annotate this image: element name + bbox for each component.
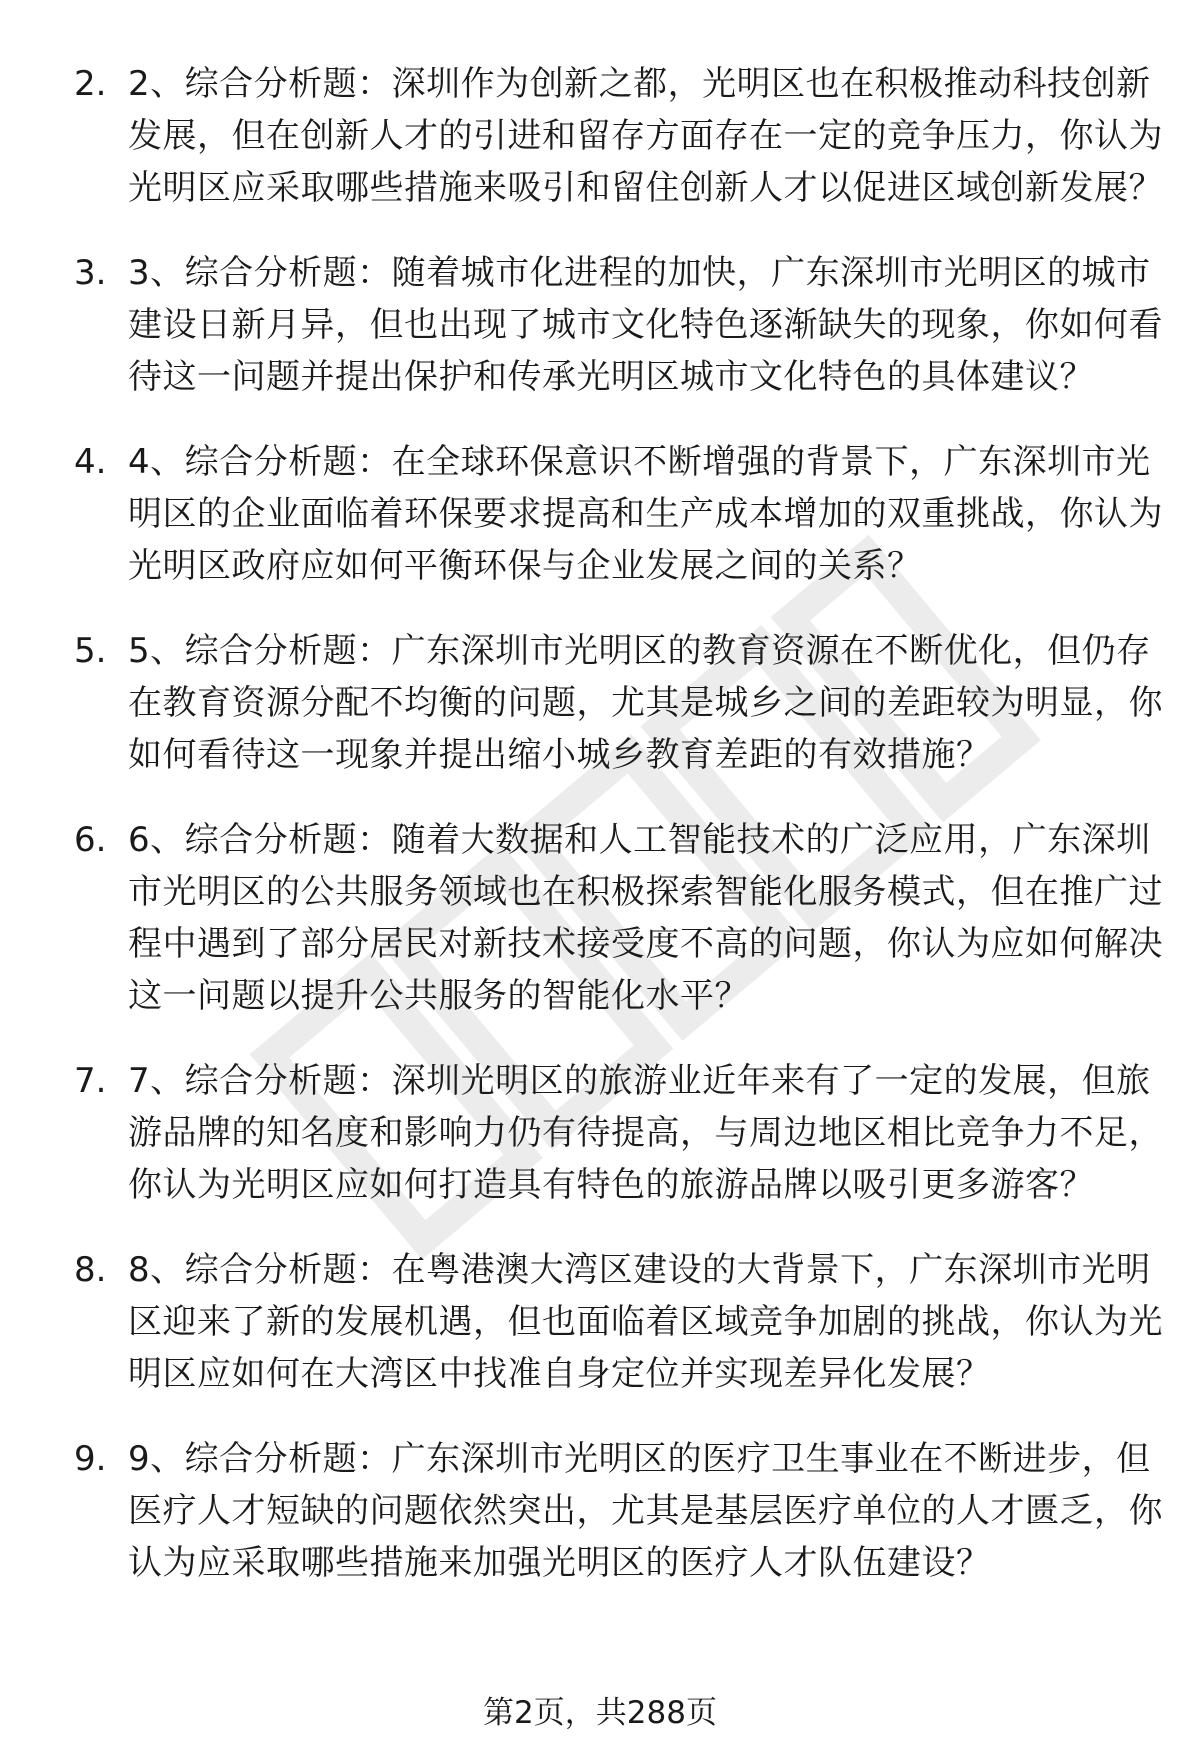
question-text: 7、综合分析题：深圳光明区的旅游业近年来有了一定的发展，但旅游品牌的知名度和影响力仍有待提高，与周边地区相比竞争力不足，你认为光明区应如何打造具有特色的旅游品牌以吸引更多游客？: [128, 1061, 1163, 1205]
question-item: [0, 436, 1200, 592]
page-number-footer: 第2页，共288页: [483, 1695, 717, 1731]
question-text: 9、综合分析题：广东深圳市光明区的医疗卫生事业在不断进步，但医疗人才短缺的问题依然突出，尤其是基层医疗单位的人才匮乏，你认为应采取哪些措施来加强光明区的医疗人才队伍建设？: [128, 1439, 1163, 1583]
question-item: [0, 814, 1200, 1022]
question-text: 8、综合分析题：在粤港澳大湾区建设的大背景下，广东深圳市光明区迎来了新的发展机遇，但也面临着区域竞争加剧的挑战，你认为光明区应如何在大湾区中找准自身定位并实现差异化发展？: [128, 1250, 1163, 1394]
question-item: [0, 58, 1200, 214]
question-number: 3.: [74, 253, 107, 293]
question-number: 7.: [74, 1061, 107, 1101]
question-text: 6、综合分析题：随着大数据和人工智能技术的广泛应用，广东深圳市光明区的公共服务领域也在积极探索智能化服务模式，但在推广过程中遇到了部分居民对新技术接受度不高的问题，你认为应如何解决这一问题以提升公共服务的智能化水平？: [128, 820, 1163, 1016]
question-list: [0, 58, 1200, 1622]
question-text: 3、综合分析题：随着城市化进程的加快，广东深圳市光明区的城市建设日新月异，但也出现了城市文化特色逐渐缺失的现象，你如何看待这一问题并提出保护和传承光明区城市文化特色的具体建议？: [128, 253, 1163, 397]
question-item: [0, 1244, 1200, 1400]
question-number: 4.: [74, 442, 107, 482]
question-text: 2、综合分析题：深圳作为创新之都，光明区也在积极推动科技创新发展，但在创新人才的引进和留存方面存在一定的竞争压力，你认为光明区应采取哪些措施来吸引和留住创新人才以促进区域创新发展？: [128, 64, 1163, 208]
question-number: 6.: [74, 820, 107, 860]
question-item: [0, 247, 1200, 403]
question-text: 4、综合分析题：在全球环保意识不断增强的背景下，广东深圳市光明区的企业面临着环保要求提高和生产成本增加的双重挑战，你认为光明区政府应如何平衡环保与企业发展之间的关系？: [128, 442, 1163, 586]
question-item: [0, 625, 1200, 781]
question-number: 8.: [74, 1250, 107, 1290]
question-number: 9.: [74, 1439, 107, 1479]
question-number: 2.: [74, 64, 107, 104]
question-item: [0, 1055, 1200, 1211]
question-item: [0, 1433, 1200, 1589]
question-number: 5.: [74, 631, 107, 671]
question-text: 5、综合分析题：广东深圳市光明区的教育资源在不断优化，但仍存在教育资源分配不均衡的问题，尤其是城乡之间的差距较为明显，你如何看待这一现象并提出缩小城乡教育差距的有效措施？: [128, 631, 1163, 775]
